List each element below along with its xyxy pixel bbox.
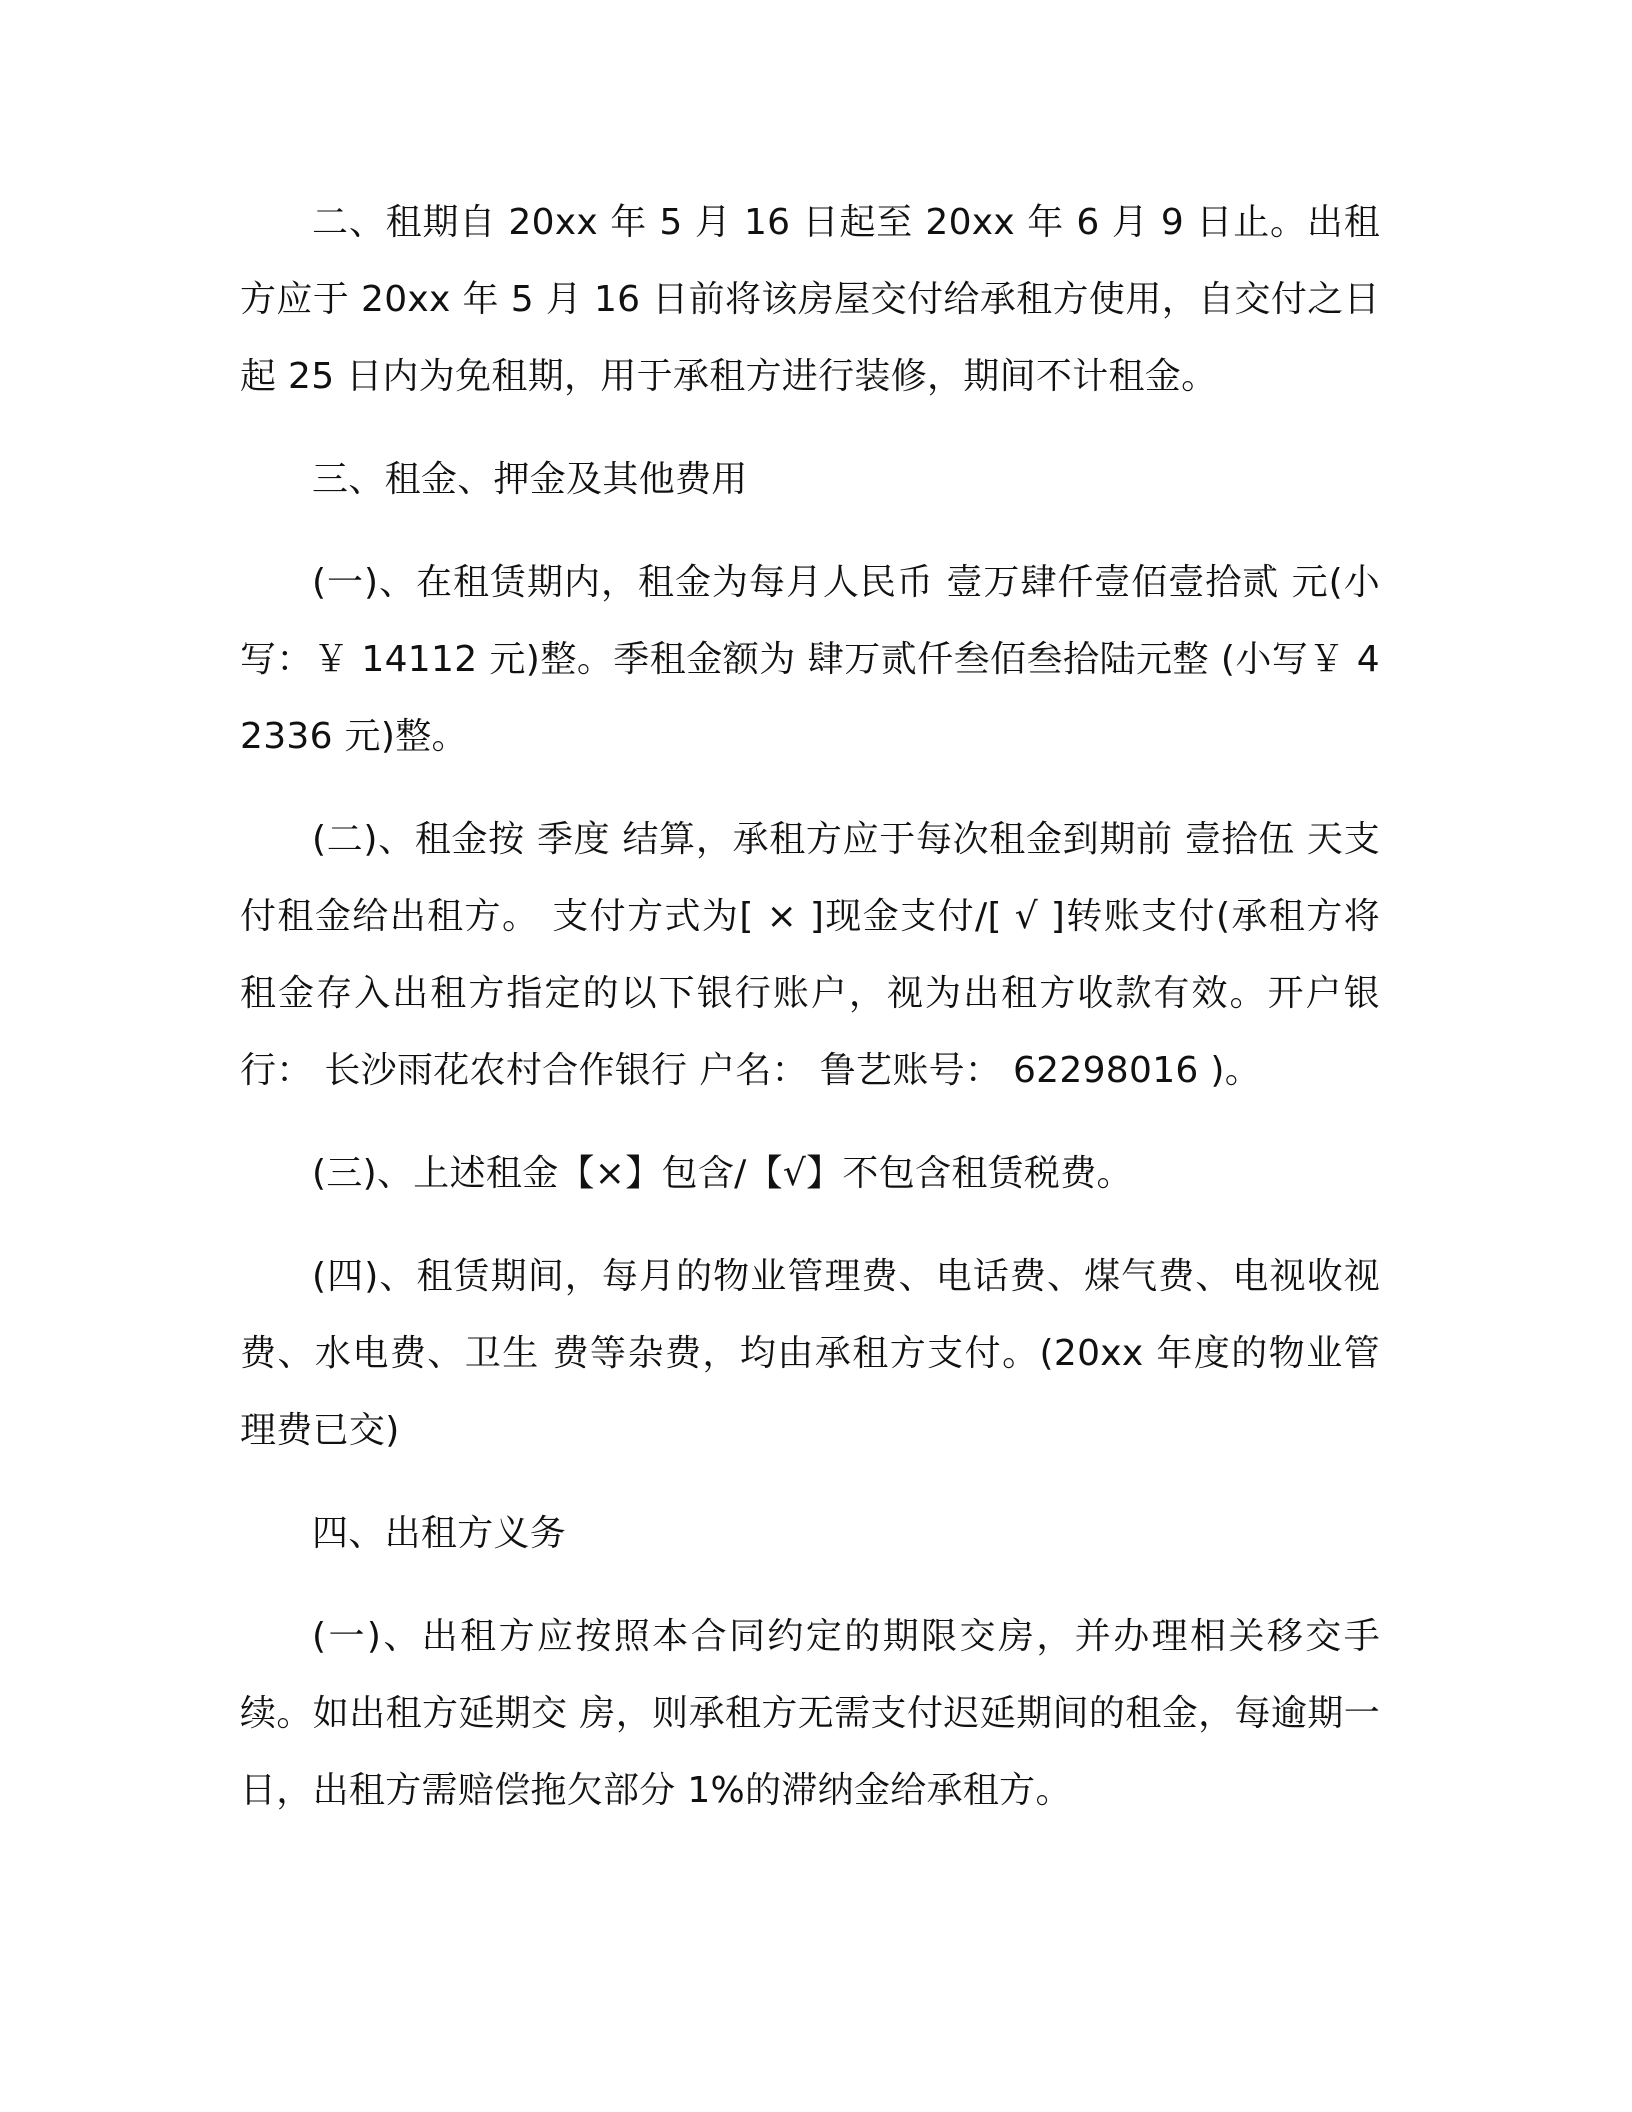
paragraph-misc-fees: (四)、租赁期间，每月的物业管理费、电话费、煤气费、电视收视费、水电费、卫生 费等杂费，均由承租方支付。(20xx 年度的物业管理费已交): [240, 1256, 1380, 1451]
paragraph-tax-inclusion: (三)、上述租金【×】包含/【√】不包含租赁税费。: [312, 1153, 1133, 1194]
section-heading-lessor-obligations: 四、出租方义务: [312, 1513, 567, 1554]
document-body: [240, 184, 1380, 1855]
paragraph-rent-amount: (一)、在租赁期内，租金为每月人民币 壹万肆仟壹佰壹拾贰 元(小写：￥ 14112 元)整。季租金额为 肆万贰仟叁佰叁拾陆元整 (小写￥ 42336 元)整。: [240, 562, 1380, 757]
paragraph-lease-term: 二、租期自 20xx 年 5 月 16 日起至 20xx 年 6 月 9 日止。出租方应于 20xx 年 5 月 16 日前将该房屋交付给承租方使用，自交付之日起 25 日内为免租期，用于承租方进行装修，期间不计租金。: [240, 202, 1380, 397]
paragraph-payment-method: (二)、租金按 季度 结算，承租方应于每次租金到期前 壹拾伍 天支付租金给出租方。 支付方式为[ × ]现金支付/[ √ ]转账支付(承租方将租金存入出租方指定的以下银行账户，视为出租方收款有效。开户银行： 长沙雨花农村合作银行 户名： 鲁艺账号： 62298016 )。: [240, 819, 1380, 1091]
section-heading-rent-deposit: 三、租金、押金及其他费用: [312, 459, 748, 500]
paragraph-delivery-obligation: (一)、出租方应按照本合同约定的期限交房，并办理相关移交手续。如出租方延期交 房，则承租方无需支付迟延期间的租金，每逾期一日，出租方需赔偿拖欠部分 1%的滞纳金给承租方。: [240, 1616, 1380, 1811]
